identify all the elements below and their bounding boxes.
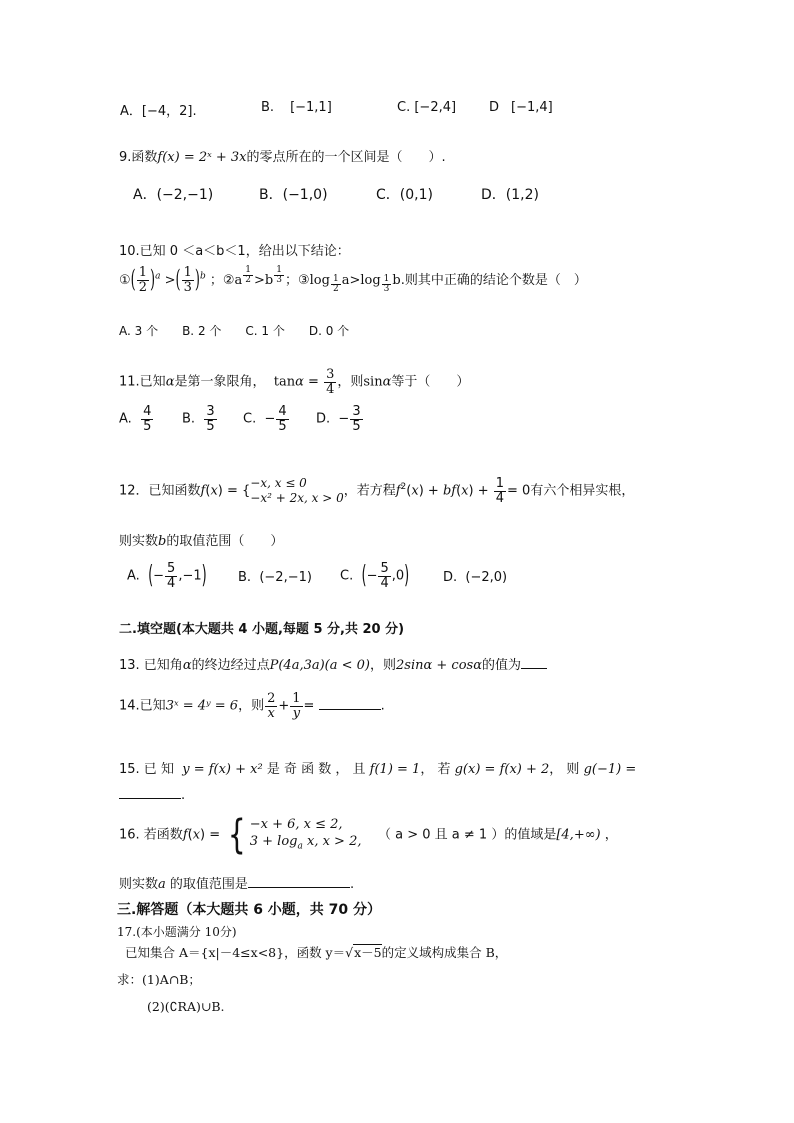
q16-stem: 16. 若函数f(x) = { −x + 6, x ≤ 2, $3 + \log_a x$, x > 2, （ a > 0 且 a ≠ 1 ）的值域是[4,+∞) ， <box>119 812 618 858</box>
q9-option-d: D．(1,2) <box>481 187 539 203</box>
section2-heading: 二.填空题(本大题共 4 小题,每题 5 分,共 20 分) <box>119 622 405 637</box>
q17-line1: 已知集合 A＝{x|－4≤x<8}，函数 y＝√x－5的定义域构成集合 B， <box>125 945 508 960</box>
q17-line3: (2)(∁RA)∪B. <box>147 999 225 1014</box>
q10-conclusions: ①( $\frac{1}{2}$ )$^a$ >( $\frac{1}{3}$ )$^b$ ；②a $^{\frac{1}{2}}$ >b $^{\frac{1}{3}}$ ；③log $_{\frac{1}{2}}$ a>log $_{\frac{1}{3}}$ b.则其中正确的结论个数是（ ） <box>119 265 587 295</box>
q15-stem: 15. 已 知 y = f(x) + x² 是 奇 函 数 ， 且 f(1) = 1， 若 g(x) = f(x) + 2， 则 g(−1) = <box>119 762 637 777</box>
q13-stem: 13. 已知角α的终边经过点P(4a,3a)(a < 0)，则2sinα + cosα的值为 <box>119 654 547 673</box>
q11-option-b: B. $\frac{3}{5}$ <box>182 404 215 434</box>
q11-stem: 11.已知α是第一象限角， tanα = $\frac{3}{4}$ ，则sinα等于（ ） <box>119 367 470 397</box>
q15-answer-blank: . <box>119 788 185 803</box>
q9-stem: 9.函数f(x) = 2ˣ + 3x的零点所在的一个区间是（ ）. <box>119 150 446 165</box>
q8-option-b: B. [−1,1] <box>261 100 332 115</box>
q12-stem: 12．已知函数f(x) = { −x, x ≤ 0 −x² + 2x, x > 0 ，若方程$f^2(x) + bf(x)$ + $\frac{1}{4}$ = 0有六个相异实根， <box>119 475 635 506</box>
q12-option-b: B. (−2,−1) <box>238 570 312 585</box>
q8-option-d: D [−1,4] <box>489 100 553 115</box>
q12-line2: 则实数b的取值范围（ ） <box>119 534 284 549</box>
section3-heading: 三.解答题（本大题共 6 小题，共 70 分） <box>117 902 382 918</box>
q17-head: 17.(本小题满分 10分) <box>117 925 237 939</box>
q16-line2: 则实数a 的取值范围是 . <box>119 877 355 892</box>
q14-stem: 14.已知3ˣ = 4ʸ = 6，则 $\frac{2}{x}$ + $\frac{1}{y}$ = . <box>119 691 385 721</box>
q12-option-d: D. (−2,0) <box>443 570 508 585</box>
q11-option-d: D. − $\frac{3}{5}$ <box>316 404 361 434</box>
q8-option-c: C. [−2,4] <box>397 100 457 115</box>
q17-line2: 求：(1)A∩B； <box>117 972 201 987</box>
q9-option-c: C．(0,1) <box>376 187 433 203</box>
q10-stem: 10.已知 0 ＜a＜b＜1，给出以下结论： <box>119 244 350 259</box>
q11-option-c: C. − $\frac{4}{5}$ <box>243 404 287 434</box>
q9-function: f(x) = 2ˣ + 3x <box>157 150 247 165</box>
q12-option-a: A. (− $\frac{5}{4}$ ,−1) <box>127 561 207 591</box>
q9-option-b: B．(−1,0) <box>259 187 328 203</box>
q8-option-a: A．[−4，2]. <box>120 104 197 119</box>
q11-option-a: A. $\frac{4}{5}$ <box>119 404 152 434</box>
q9-option-a: A．(−2,−1) <box>133 187 214 203</box>
q10-options: A. 3 个 B. 2 个 C. 1 个 D. 0 个 <box>119 324 350 338</box>
q12-option-c: C. (− $\frac{5}{4}$ ,0) <box>340 561 410 591</box>
